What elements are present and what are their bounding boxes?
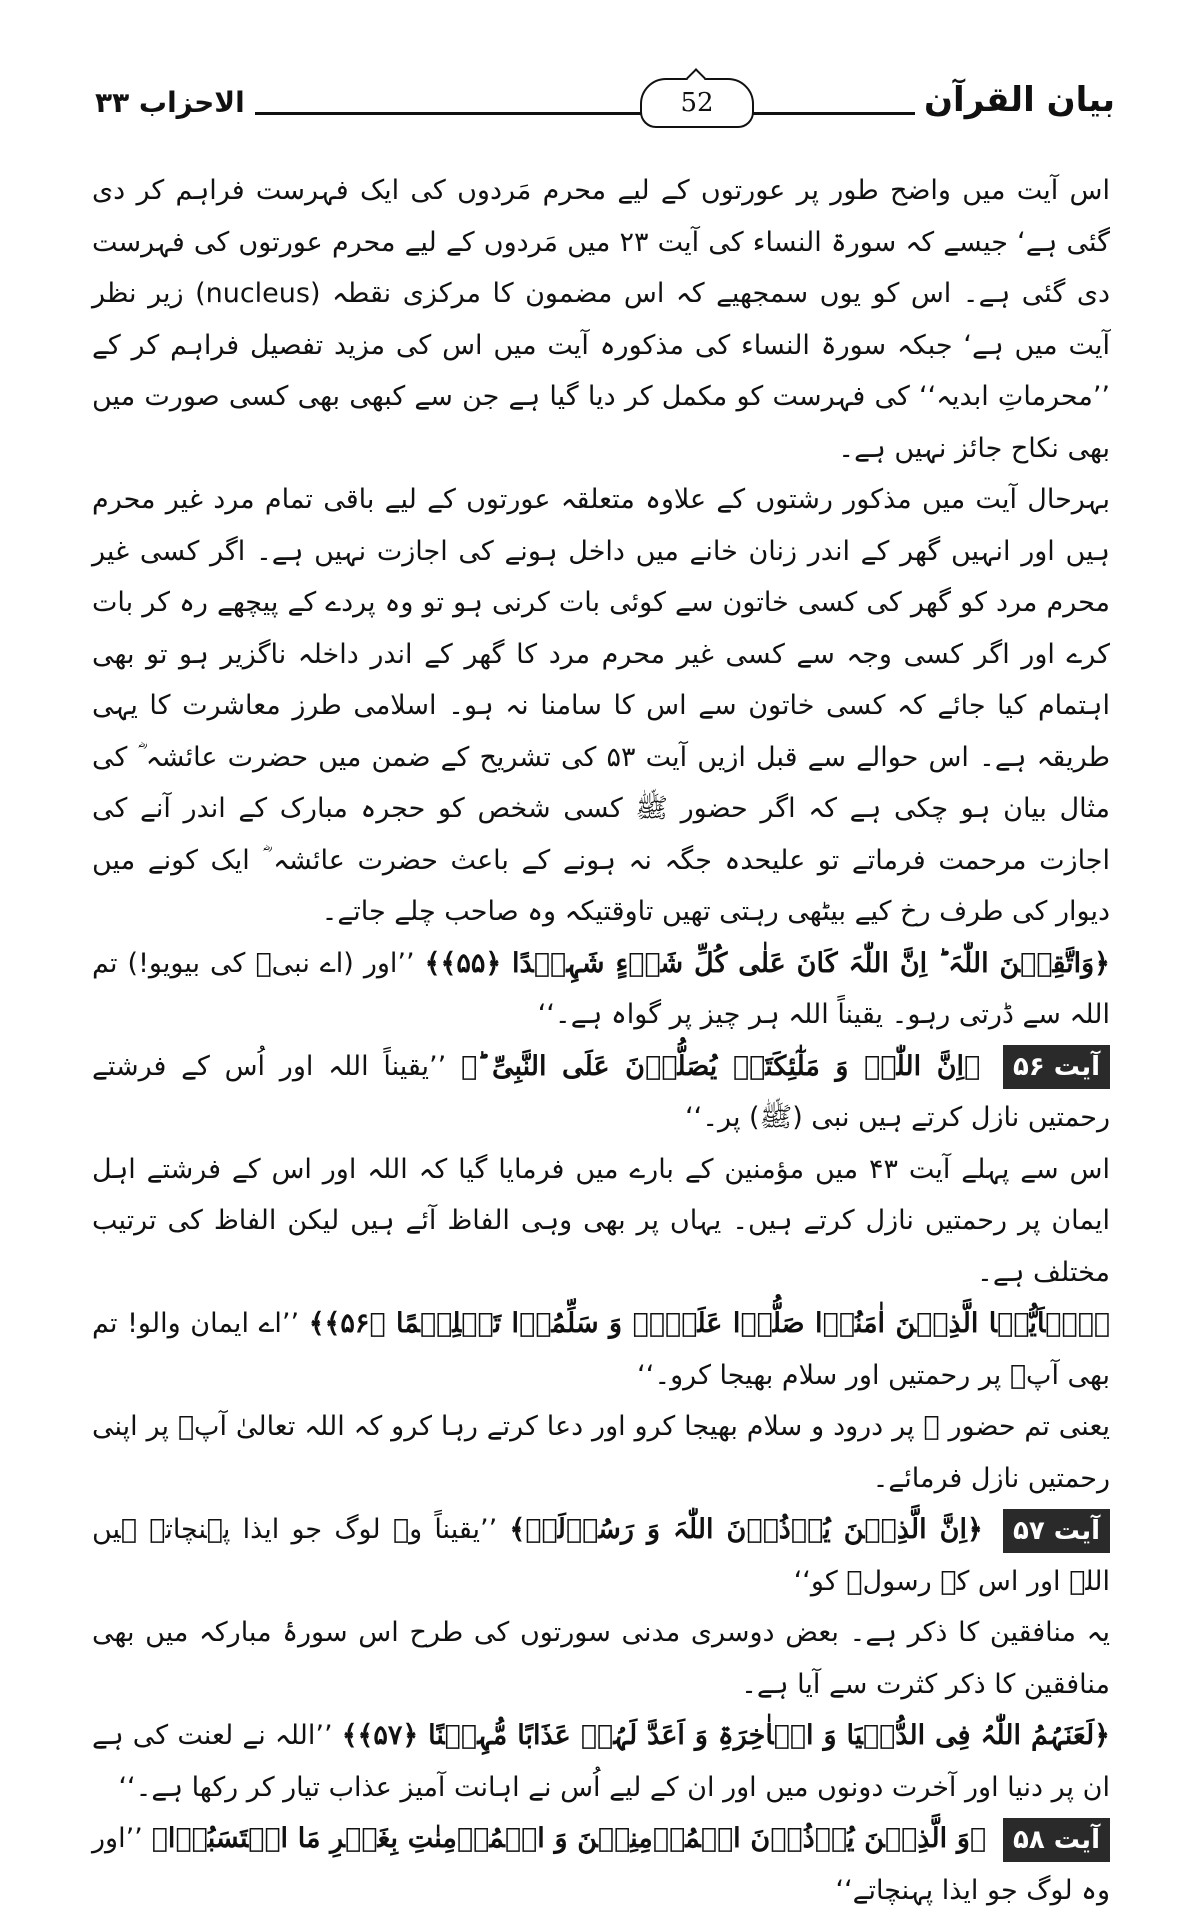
quran-quote — [92, 1710, 1110, 1813]
verse-translation: ’’اے ایمان والو! تم بھی آپؐ پر رحمتیں اور سلام بھیجا کرو۔‘‘ — [92, 1308, 1110, 1391]
paragraph: اس آیت میں واضح طور پر عورتوں کے لیے محرم مَردوں کی ایک فہرست فراہم کر دی گئی ہے‘ جیسے کہ سورۃ النساء کی آیت ۲۳ میں مَردوں کے لیے محرم عورتوں کی فہرست دی گئی ہے۔ اس کو یوں سمجھیے کہ اس مضمون کا مرکزی نقطہ (nucleus) زیر نظر آیت میں ہے‘ جبکہ سورۃ النساء کی مذکورہ آیت میں اس کی مزید تفصیل فراہم کر کے ’’محرماتِ ابدیہ‘‘ کی فہرست کو مکمل کر دیا گیا ہے جن سے کبھی بھی کسی صورت میں بھی نکاح جائز نہیں ہے۔ — [92, 175, 1110, 464]
ayah-number-badge: آیت ۵۸ — [1003, 1818, 1110, 1862]
verse-translation: ’’یقیناً وہ لوگ جو ایذا پہنچاتے ہیں اللہ اور اس کے رسولؐ کو‘‘ — [92, 1514, 1110, 1597]
arabic-verse: ﴿اِنَّ اللّٰہَ وَ مَلٰٓئِکَتَہٗ یُصَلُّوۡنَ عَلَی النَّبِیِّ ؕ﴾ — [461, 1050, 981, 1082]
verse-translation: ’’اور (اے نبیؐ کی بیویو!) تم اللہ سے ڈرتی رہو۔ یقیناً اللہ ہر چیز پر گواہ ہے۔‘‘ — [92, 947, 1110, 1030]
ayah-number-badge: آیت ۵۶ — [1003, 1045, 1110, 1089]
page-header — [95, 72, 1115, 132]
quran-quote — [92, 938, 1110, 1041]
verse-translation: ’’اور وہ لوگ جو ایذا پہنچاتے‘‘ — [92, 1823, 1110, 1906]
paragraph: یعنی تم حضور ﷺ پر درود و سلام بھیجا کرو اور دعا کرتے رہا کرو کہ اللہ تعالیٰ آپؐ پر اپنی رحمتیں نازل فرمائے۔ — [92, 1411, 1110, 1494]
paragraph: یہ منافقین کا ذکر ہے۔ بعض دوسری مدنی سورتوں کی طرح اس سورۂ مبارکہ میں بھی منافقین کا ذکر کثرت سے آیا ہے۔ — [92, 1617, 1110, 1700]
verse-translation: ’’اللہ نے لعنت کی ہے ان پر دنیا اور آخرت دونوں میں اور ان کے لیے اُس نے اہانت آمیز عذاب تیار کر رکھا ہے۔‘‘ — [92, 1720, 1110, 1803]
arabic-verse: ﴿اِنَّ الَّذِیۡنَ یُؤۡذُوۡنَ اللّٰہَ وَ رَسُوۡلَہٗ﴾ — [509, 1514, 983, 1545]
book-title: بیان القرآن — [924, 80, 1115, 120]
surah-name: الاحزاب ۳۳ — [95, 86, 245, 119]
arabic-verse: ﴿وَ الَّذِیۡنَ یُؤۡذُوۡنَ الۡمُؤۡمِنِیۡنَ وَ الۡمُؤۡمِنٰتِ بِغَیۡرِ مَا اکۡتَسَبُوۡا﴾ — [151, 1823, 987, 1854]
page-body — [92, 165, 1110, 1916]
ayah-57 — [92, 1504, 1110, 1607]
arabic-verse: ﴿یٰۤاَیُّہَا الَّذِیۡنَ اٰمَنُوۡا صَلُّوۡا عَلَیۡہِ وَ سَلِّمُوۡا تَسۡلِیۡمًا ﴿۵۶﴾﴾ — [308, 1308, 1110, 1339]
ayah-number-badge: آیت ۵۷ — [1003, 1509, 1110, 1553]
arabic-verse: ﴿لَعَنَہُمُ اللّٰہُ فِی الدُّنۡیَا وَ الۡاٰخِرَۃِ وَ اَعَدَّ لَہُمۡ عَذَابًا مُّہِیۡنًا ﴿۵۷﴾﴾ — [341, 1720, 1110, 1751]
header-rule-left — [255, 112, 625, 115]
ayah-58 — [92, 1813, 1110, 1916]
paragraph: بہرحال آیت میں مذکور رشتوں کے علاوہ متعلقہ عورتوں کے لیے باقی تمام مرد غیر محرم ہیں اور انہیں گھر کے اندر زنان خانے میں داخل ہونے کی اجازت نہیں ہے۔ اگر کسی غیر محرم مرد کو گھر کی کسی خاتون سے کوئی بات کرنی ہو تو وہ پردے کے پیچھے رہ کر بات کرے اور اگر کسی وجہ سے کسی غیر محرم مرد کا گھر کے اندر داخلہ ناگزیر ہو تو بھی اہتمام کیا جائے کہ کسی خاتون سے اس کا سامنا نہ ہو۔ اسلامی طرز معاشرت کا یہی طریقہ ہے۔ اس حوالے سے قبل ازیں آیت ۵۳ کی تشریح کے ضمن میں حضرت عائشہ ؓ کی مثال بیان ہو چکی ہے کہ اگر حضور ﷺ کسی شخص کو حجرہ مبارک کے اندر آنے کی اجازت مرحمت فرماتے تو علیحدہ جگہ نہ ہونے کے باعث حضرت عائشہ ؓ ایک کونے میں دیوار کی طرف رخ کیے بیٹھی رہتی تھیں تاوقتیکہ وہ صاحب چلے جاتے۔ — [92, 484, 1110, 927]
quran-quote — [92, 1298, 1110, 1401]
arabic-verse: ﴿وَاتَّقِیۡنَ اللّٰہَ ؕ اِنَّ اللّٰہَ کَانَ عَلٰی کُلِّ شَیۡءٍ شَہِیۡدًا ﴿۵۵﴾﴾ — [424, 947, 1110, 979]
paragraph: اس سے پہلے آیت ۴۳ میں مؤمنین کے بارے میں فرمایا گیا کہ اللہ اور اس کے فرشتے اہل ایمان پر رحمتیں نازل کرتے ہیں۔ یہاں پر بھی وہی الفاظ آئے ہیں لیکن الفاظ کی ترتیب مختلف ہے۔ — [92, 1153, 1110, 1288]
verse-translation: ’’یقیناً اللہ اور اُس کے فرشتے رحمتیں نازل کرتے ہیں نبی (ﷺ) پر۔‘‘ — [92, 1050, 1110, 1133]
page-number: 52 — [640, 78, 754, 128]
ayah-56 — [92, 1041, 1110, 1144]
